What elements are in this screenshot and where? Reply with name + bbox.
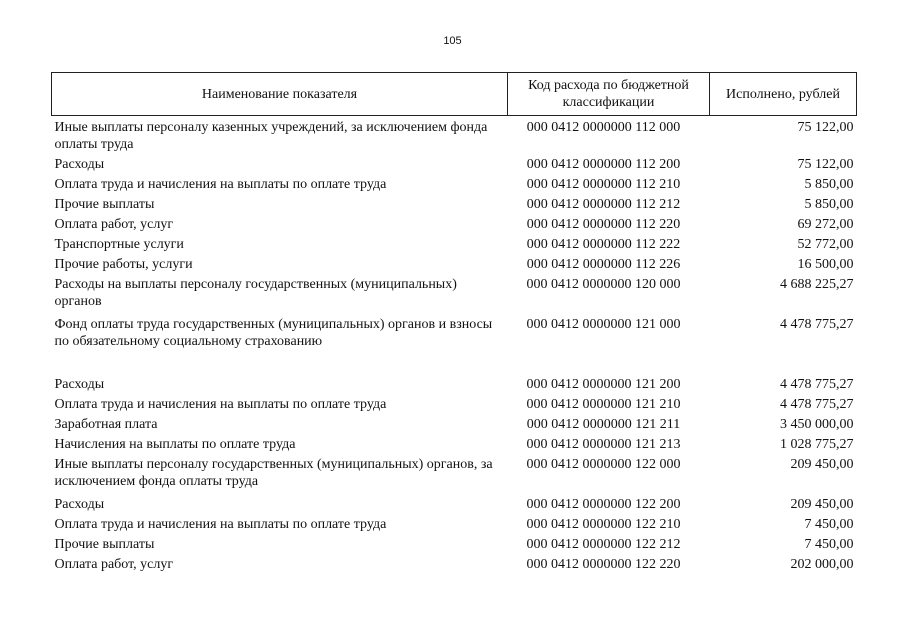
row-name: Расходы на выплаты персоналу государственных (муниципальных) органов: [54, 277, 457, 309]
row-code: 000 0412 0000000 121 000: [526, 317, 681, 332]
row-amount: 16 500,00: [797, 257, 854, 272]
row-name: Прочие работы, услуги: [54, 257, 193, 272]
table-header-row: [52, 73, 857, 116]
row-name: Расходы: [54, 157, 105, 172]
row-name: Расходы: [54, 497, 105, 512]
row-code: 000 0412 0000000 121 211: [526, 417, 681, 432]
table-row: [52, 516, 857, 536]
table-row: [52, 396, 857, 416]
row-name: Оплата работ, услуг: [54, 557, 174, 572]
header-name: Наименование показателя: [52, 73, 508, 116]
row-name: Иные выплаты персоналу казенных учреждений, за исключением фонда оплаты труда: [54, 120, 488, 152]
table-row: [52, 436, 857, 456]
row-amount: 202 000,00: [790, 557, 854, 572]
row-name: Прочие выплаты: [54, 197, 155, 212]
row-amount: 5 850,00: [804, 177, 854, 192]
row-amount: 69 272,00: [797, 217, 854, 232]
row-amount: 7 450,00: [804, 517, 854, 532]
table-row: [52, 456, 857, 496]
table-row: [52, 536, 857, 556]
row-code: 000 0412 0000000 112 212: [526, 197, 681, 212]
row-amount: 52 772,00: [797, 237, 854, 252]
table-row: [52, 196, 857, 216]
row-name: Оплата труда и начисления на выплаты по оплате труда: [54, 517, 387, 532]
header-amount: Исполнено, рублей: [710, 73, 857, 116]
row-name: Оплата труда и начисления на выплаты по оплате труда: [54, 397, 387, 412]
row-name: Оплата труда и начисления на выплаты по оплате труда: [54, 177, 387, 192]
row-name: Заработная плата: [54, 417, 158, 432]
row-amount: 1 028 775,27: [780, 437, 854, 452]
row-code: 000 0412 0000000 122 000: [526, 457, 681, 472]
row-amount: 209 450,00: [790, 497, 854, 512]
table-row: [52, 376, 857, 396]
table-row: [52, 256, 857, 276]
row-amount: 5 850,00: [804, 197, 854, 212]
row-code: 000 0412 0000000 122 210: [526, 517, 681, 532]
table-row: [52, 416, 857, 436]
row-amount: 3 450 000,00: [780, 417, 854, 432]
row-name: Прочие выплаты: [54, 537, 155, 552]
row-name: Начисления на выплаты по оплате труда: [54, 437, 296, 452]
row-name: Оплата работ, услуг: [54, 217, 174, 232]
row-code: 000 0412 0000000 112 000: [526, 120, 681, 135]
row-code: 000 0412 0000000 122 220: [526, 557, 681, 572]
row-code: 000 0412 0000000 121 200: [526, 377, 681, 392]
budget-table: [51, 72, 857, 576]
row-code: 000 0412 0000000 122 212: [526, 537, 681, 552]
page-number: 105: [443, 35, 462, 47]
table-row: [52, 316, 857, 376]
table-row: [52, 276, 857, 316]
row-code: 000 0412 0000000 122 200: [526, 497, 681, 512]
row-amount: 75 122,00: [797, 120, 854, 135]
table-row: [52, 116, 857, 157]
header-code: Код расхода по бюджетной классификации: [508, 73, 710, 116]
table-row: [52, 496, 857, 516]
table-row: [52, 236, 857, 256]
row-amount: 7 450,00: [804, 537, 854, 552]
row-code: 000 0412 0000000 121 210: [526, 397, 681, 412]
row-name: Транспортные услуги: [54, 237, 184, 252]
row-amount: 75 122,00: [797, 157, 854, 172]
table-row: [52, 216, 857, 236]
row-code: 000 0412 0000000 120 000: [526, 277, 681, 292]
row-amount: 4 478 775,27: [780, 377, 854, 392]
row-amount: 209 450,00: [790, 457, 854, 472]
table-row: [52, 156, 857, 176]
row-amount: 4 688 225,27: [780, 277, 854, 292]
row-name: Расходы: [54, 377, 105, 392]
table-row: [52, 556, 857, 576]
row-amount: 4 478 775,27: [780, 317, 854, 332]
row-name: Фонд оплаты труда государственных (муниципальных) органов и взносы по обязательному социальному страхованию: [54, 317, 493, 349]
row-amount: 4 478 775,27: [780, 397, 854, 412]
row-name: Иные выплаты персоналу государственных (муниципальных) органов, за исключением фонда оплаты труда: [54, 457, 493, 489]
row-code: 000 0412 0000000 112 210: [526, 177, 681, 192]
row-code: 000 0412 0000000 121 213: [526, 437, 681, 452]
row-code: 000 0412 0000000 112 220: [526, 217, 681, 232]
row-code: 000 0412 0000000 112 222: [526, 237, 681, 252]
row-code: 000 0412 0000000 112 226: [526, 257, 681, 272]
row-code: 000 0412 0000000 112 200: [526, 157, 681, 172]
table-row: [52, 176, 857, 196]
